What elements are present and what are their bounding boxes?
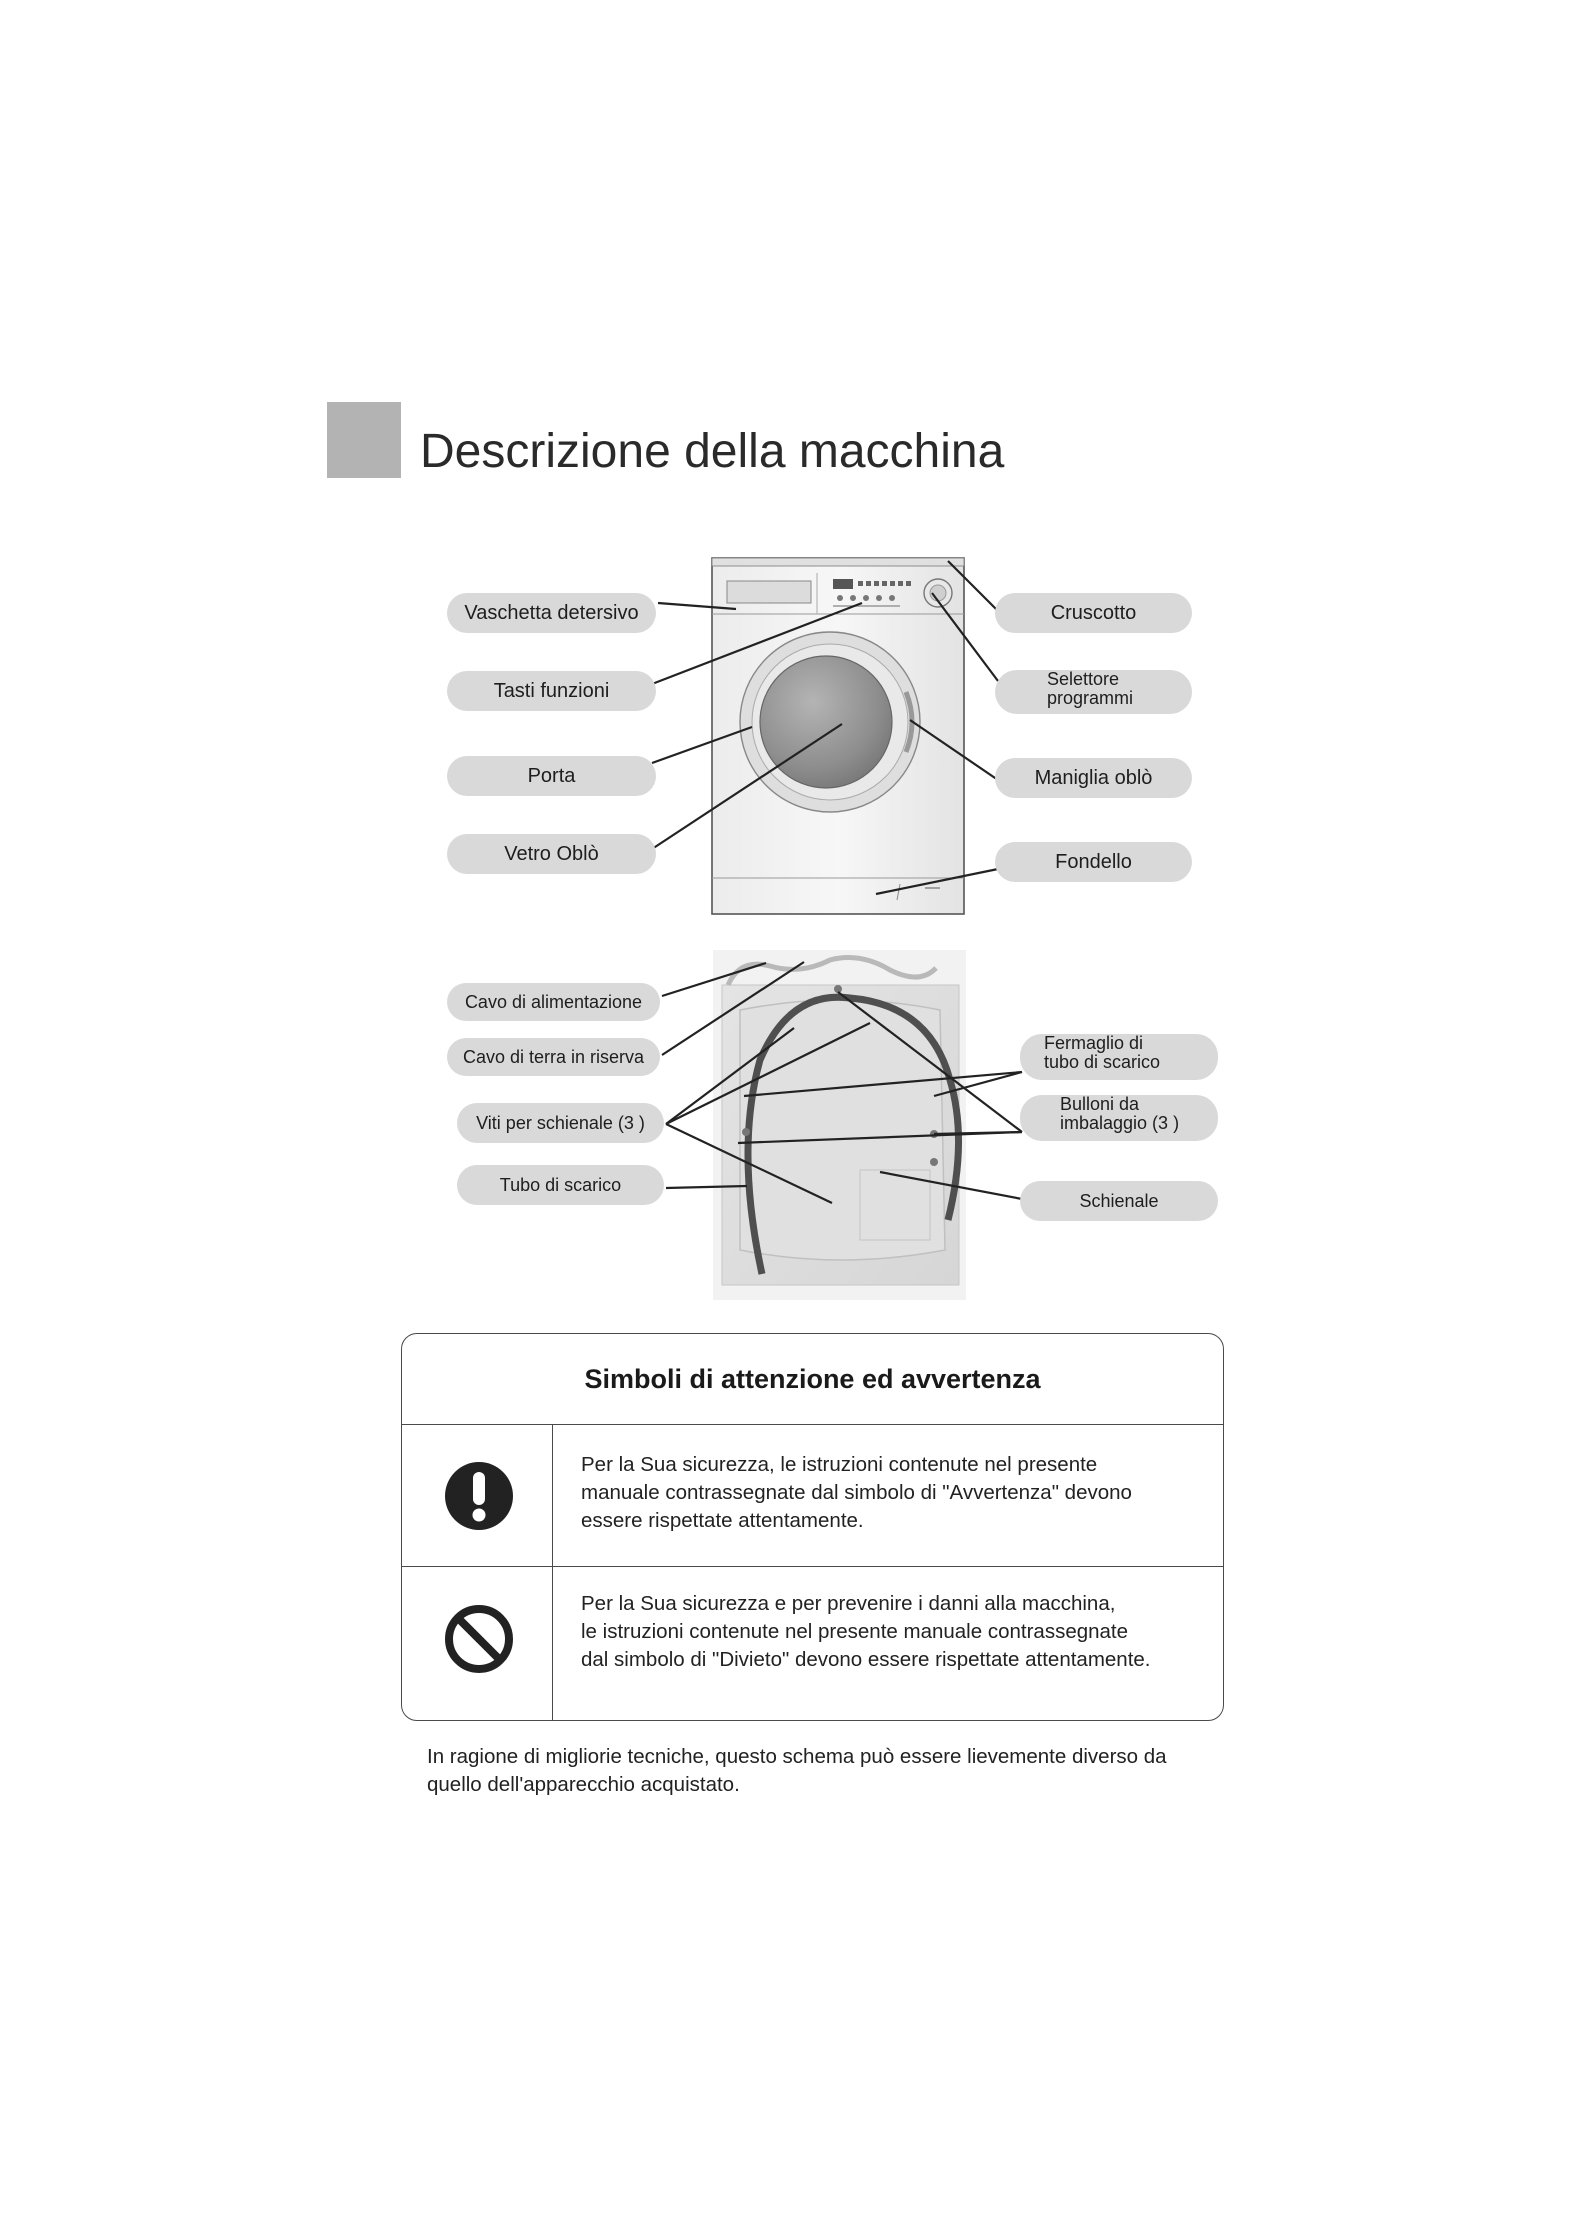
label-program-selector: Selettore programmi (995, 670, 1192, 714)
label-back-panel: Schienale (1020, 1181, 1218, 1221)
label-control-panel: Cruscotto (995, 593, 1192, 633)
label-power-cable: Cavo di alimentazione (447, 983, 660, 1021)
exclamation-icon (444, 1461, 514, 1531)
warning-symbols-table (401, 1333, 1224, 1721)
table-divider (402, 1566, 1223, 1567)
label-door-glass: Vetro Oblò (447, 834, 656, 874)
label-spare-ground-cable: Cavo di terra in riserva (447, 1038, 660, 1076)
label-bottom-panel: Fondello (995, 842, 1192, 882)
table-column-divider (552, 1424, 553, 1720)
label-door: Porta (447, 756, 656, 796)
label-transport-bolts: Bulloni da imbalaggio (3 ) (1020, 1095, 1218, 1141)
prohibition-icon (444, 1604, 514, 1674)
label-function-buttons: Tasti funzioni (447, 671, 656, 711)
back-view (713, 950, 966, 1300)
warning-text-divieto: Per la Sua sicurezza e per prevenire i danni alla macchina, le istruzioni contenute nel presente manuale contrassegnate dal simbolo di "Divieto" devono essere rispettate attentamente. (581, 1592, 1151, 1671)
footnote: In ragione di migliorie tecniche, questo schema può essere lievemente diverso da quello dell'apparecchio acquistato. (427, 1745, 1167, 1796)
table-divider (402, 1424, 1223, 1425)
label-detergent-drawer: Vaschetta detersivo (447, 593, 656, 633)
label-hose-clip: Fermaglio di tubo di scarico (1020, 1034, 1218, 1080)
warning-text-avvertenza: Per la Sua sicurezza, le istruzioni contenute nel presente manuale contrassegnate dal simbolo di "Avvertenza" devono essere rispettate attentamente. (581, 1453, 1132, 1532)
page-title: Descrizione della macchina (420, 425, 1005, 478)
label-back-screws: Viti per schienale (3 ) (457, 1103, 664, 1143)
label-door-handle: Maniglia oblò (995, 758, 1192, 798)
warning-table-title: Simboli di attenzione ed avvertenza (584, 1364, 1041, 1394)
label-drain-hose: Tubo di scarico (457, 1165, 664, 1205)
